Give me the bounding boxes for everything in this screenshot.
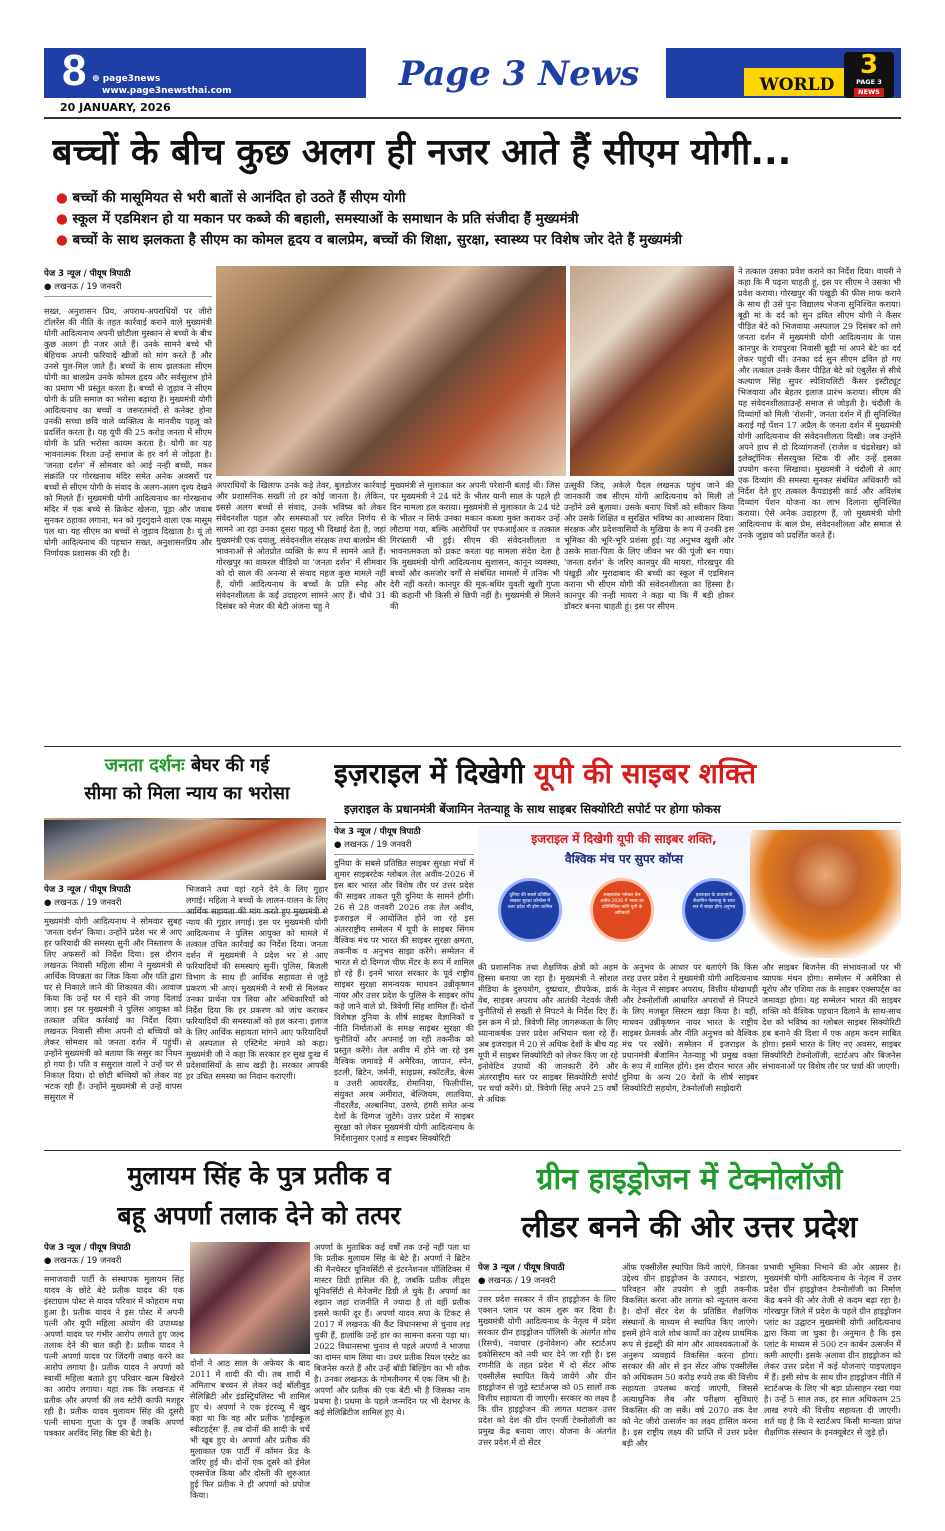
section-divider — [44, 1150, 901, 1151]
bullet-dot-icon: ● — [56, 190, 73, 206]
article3-col3: के अनुभव के आधार पर बताएंगे कि किस तरह उत्तर प्रदेश ने मुख्यमंत्री योगी आदित्यनाथ के नेतृत्व में साइबर अपराध, वित्तीय धोखाधड़ी और टेक्नोलॉजी आधारित अपराधों से निपटने के लिए मजबूत सिस्टम खड़ा किया है। वहीं, माधवन उन्नीकृष्णन नायर भारत के राष्ट्रीय साइबर फ्रेमवर्क और नीति अनुभव को वैश्विक मंच पर रखेंगे। सम्मेलन में इजराइल के प्रधानमंत्री बेंजामिन नेतन्याहू भी प्रमुख वक्ता के रूप में शामिल होंगे। इस दौरान भारत और दुनिया के अन्य 20 देशों के शीर्ष साइबर सिक्योरिटी सहयोग, टेक्नोलॉजी साझेदारी — [622, 962, 758, 1093]
article3-byline-block — [334, 826, 474, 856]
byline: पेज 3 न्यूज / पीयूष त्रिपाठी — [478, 1263, 565, 1273]
article2-main-photo — [44, 820, 326, 880]
article2-headline — [44, 752, 330, 812]
masthead — [44, 48, 901, 98]
section-divider — [44, 746, 901, 747]
article4-headline — [44, 1156, 474, 1240]
article1-col5: ने तत्काल उसका प्रवेश कराने का निर्देश दिया। वायरी ने कहा कि मैं पढ़ना चाहती हूं, इस पर सीएम ने उसका भी प्रवेश कराया। गोरखपुर की पंखुड़ी की फीस माफ कराने के साथ ही उसे पुनः विद्यालय भेजना सुनिश्चित कराया। बूढ़ी मां के दर्द को सुन द्रवित सीएम योगी ने कैंसर पीड़ित बेटे को भिजवाया अस्पताल 29 दिसंबर को लगे जनता दर्शन में मुख्यमंत्री योगी आदित्यनाथ के पास कानपुर के रायपुरवा निवासी बूढ़ी मां अपने बेटे का दर्द लेकर पहुंची थीं। उनका दर्द सुन सीएम द्रवित हो गए और तत्काल उनके कैंसर पीड़ित बेटे को एंबुलेंस से सीधे कल्याण सिंह सुपर स्पेशियलिटी कैंसर इंस्टीट्यूट भिजवाया और बेहतर इलाज प्रारंभ कराया। सीएम की यह संवेदनशीलताउन्हें समाज से जोड़ती है। चंदौली के दिव्यांगों को मिली 'रोशनी', जनता दर्शन में ही सुनिश्चित कराई गई पेंशन 17 अप्रैल के जनता दर्शन में मुख्यमंत्री योगी आदित्यनाथ की संवेदनशीलता दिखी। जब उन्होंने अपने हाथ से दो दिव्यांगजनों (राजेश व चंद्रशेखर) को इलेक्ट्रॉनिक सेंसरयुक्त स्टिक दी और उन्हें इसका उपयोग करना सिखाया। मुख्यमंत्री ने चंदौली से आए एक दिव्यांग की समस्या सुनकर संबंधित अधिकारी को निर्देश देते हुए तत्काल कैंपडाइसी कार्ड और अविलंब दिव्यांग पेंशन योजना का लाभ दिलाना सुनिश्चित कराया। ऐसे अनेक उदाहरण हैं, जो मुख्यमंत्री योगी आदित्यनाथ के बाल प्रेम, संवेदनशीलता और समाज से उनके जुड़ाव को प्रदर्शित करते हैं। — [738, 266, 901, 540]
bullet-item — [56, 188, 901, 209]
headline-part2: यूपी की साइबर शक्ति — [534, 757, 757, 790]
byline: पेज 3 न्यूज / पीयूष त्रिपाठी — [44, 1243, 131, 1253]
article3-col4: और साइबर बिजनेस की संभावनाओं पर भी व्यापक मंथन होगा। सम्मेलन में अमेरिका से यूरोप और एशिया तक के साइबर एक्सपर्ट्स का जमावड़ा होगा। यह सम्मेलन भारत की साइबर शक्ति को वैश्विक पहचान दिलाने के साथ-साथ देश को भविष्य का ग्लोबल साइबर सिक्योरिटी हब बनाने की दिशा में एक अहम कदम साबित होगा। इसमें भारत के लिए नए अवसर, साइबर सिक्योरिटी टेक्नोलॉजी, स्टार्टअप और बिजनेस संभावनाओं पर विशेष तौर पर चर्चा की जाएगी। — [762, 962, 901, 1071]
article4-byline-block — [44, 1242, 184, 1272]
badge-number: 3 — [859, 52, 879, 78]
article5-byline-block — [478, 1262, 616, 1292]
byline: पेज 3 न्यूज / पीयूष त्रिपाठी — [44, 269, 131, 279]
article1-photo-1 — [216, 266, 566, 476]
infographic-item-text: साइबरटेक ग्लोबल तेल अवीव 2026 में भारत का प्रतिनिधित्व करेंगे यूपी के अधिकारी — [600, 893, 644, 916]
infographic-item — [590, 878, 654, 942]
headline-rest: बेघर की गई — [190, 755, 270, 776]
article1-col1: सख्त, अनुशासन प्रिय, अपराध-अपराधियों पर जीरो टॉलरेंस की नीति के तहत कार्रवाई कराने वाले मुख्यमंत्री योगी आदित्यनाथ अपनी छोटीला मुस्कान से बच्चों के बीच कुछ अलग ही नजर आते हैं। उनके सामने बच्चे भी बेहिचक अपनी फरियादें खीजों को मांग करते हैं और उनसे घुल-मिल जाते हैं। बच्चों के साथ झलकता सीएम योगी का बालप्रेम उनके कोमल हृदय और सर्वसुलभ होने का प्रमाण भी प्रस्तुत करता है। बच्चों से जुड़ाव ने सीएम योगी के प्रति समाज का भरोसा बढ़ाया है। मुख्यमंत्री योगी आदित्यनाथ का बच्चों व जरूरतमंदों से कनेक्ट होना उनकी सच्चा छवि वाले व्यक्तित्व के मानवीय पहलू को प्रदर्शित करता है। यह यूपी की 25 करोड़ जनता में सीएम योगी के प्रति भरोसा कायम करता है। योगी का यह भावनात्मक रिश्ता उन्हें समाज के हर वर्ग से जोड़ता है। 'जनता दर्शन' में सोमवार को आई नन्ही बच्ची, मकर संक्रांति पर गोरखनाथ मंदिर समेत अनेक अवसरों पर बच्चों से सीएम योगी के संवाद के अलग-अलग दृश्य देखने को मिलते हैं। मुख्यमंत्री योगी आदित्यनाथ का गोरखनाथ मंदिर में एक बच्चे से क्रिकेट खेलना, पूड़ा और जवाब सुनकर ठहाका लगाना, मन को गुदगुदाने वाला एक मासूम पल था। यह सीएम का बच्चों से जुड़ाव दिखाता है। यूं तो योगी आदित्यनाथ की पहचान सख्त, अनुशासनप्रिय और निर्णायक प्रशासक की रही है। — [44, 306, 212, 558]
article1-col4: उत्सुकी जिद, अकेले पैदल लखनऊ पहुंच जाने की जानकारी जब सीएम योगी आदित्यनाथ को मिली तो उन्होंने उसे बुलाया। उसके बनाए चित्रों को स्वीकार किया और उसके शिक्षित व सुरक्षित भविष्य का आश्वासन दिया। संरक्षक और प्रदेशवासियों के मुखिया के रूप में उनकी इस भूमिका की भूरि-भूरि प्रशंसा हुई। यह अनुभव खुशी और उसके माता-पिता के लिए जीवन भर की पूंजी बन गया। 'जनता दर्शन' के जरिए कानपुर की मायरा, गोरखपुर की पंखुड़ी और मुरादाबाद की बच्ची का स्कूल में एडमिशन कराना भी सीएम योगी की संवेदनशीलता का हिस्सा है। कानपुर की नन्ही मायरा ने कहा था कि मैं बड़ी होकर डॉक्टर बनना चाहती हूं। इस पर सीएम — [564, 480, 734, 611]
dateline: ● लखनऊ / 19 जनवरी — [334, 839, 474, 855]
article1-photo-2 — [570, 266, 734, 476]
headline-prefix: जनता दर्शनः — [104, 755, 185, 776]
cm-portrait-photo — [750, 830, 901, 958]
article4-col1: समाजवादी पार्टी के संस्थापक मुलायम सिंह यादव के छोटे बेटे प्रतीक यादव की एक इंस्टाग्राम पोस्ट से यादव परिवार में कोहराम मचा हुआ है। प्रतीक यादव ने इस पोस्ट में अपनी पत्नी और यूपी महिला आयोग की उपाध्यक्ष अपर्णा यादव पर गंभीर आरोप लगाते हुए जल्द तलाक देने की बात कही है। प्रतीक यादव ने पत्नी अपर्णा यादव पर जिंदगी तबाह करने का आरोप लगाया है। प्रतीक यादव ने अपर्णा को स्वार्थी महिला बताते हुए परिवार खत्म बिखेरने का आरोप लगाया। यहां तक कि लखनऊ में प्रतीक और अपर्णा की लव स्टोरी काफी मशहूर रही है। प्रतीक यादव मुलायम सिंह की दूसरी पत्नी साधना गुप्ता के पुत्र हैं जबकि अपर्णा पत्रकार अरविंद सिंह बिष्ट की बेटी है। — [44, 1274, 184, 1438]
infographic-item — [682, 878, 746, 942]
facebook-icon: ⊕ — [92, 74, 103, 84]
bullet-dot-icon: ● — [56, 211, 73, 227]
brand-badge — [844, 52, 894, 98]
article4-headline-line2: बहू अपर्णा तलाक देने को तत्पर — [117, 1201, 401, 1230]
article5-col1: उत्तर प्रदेश सरकार ने ग्रीन हाइड्रोजन के लिए एक्शन प्लान पर काम शुरू कर दिया है। मुख्यमंत्री योगी आदित्यनाथ के नेतृत्व में प्रदेश सरकार ग्रीन हाइड्रोजन पॉलिसी के अंतर्गत शोध (रिसर्च), नवाचार (इनोवेशन) और स्टार्टअप इकोसिस्टम को नयी धार देने जा रही है। इस रणनीति के तहत प्रदेश में दो सेंटर ऑफ एक्सीलेंस स्थापित किये जायेंगे और ग्रीन हाइड्रोजन से जुड़े स्टार्टअप्स को 05 सालों तक वित्तीय सहायता दी जाएगी। सरकार का लक्ष्य है कि ग्रीन हाइड्रोजन की लागत घटाकर उत्तर प्रदेश को देश की ग्रीन एनर्जी टेक्नोलॉजी का प्रमुख केंद्र बनाया जाए। योजना के अंतर्गत उत्तर प्रदेश में दो सेंटर — [478, 1294, 616, 1447]
bullet-dot-icon: ● — [56, 232, 73, 248]
page-number: 8 — [62, 48, 87, 95]
masthead-logo: Page 3 News — [398, 54, 640, 94]
bullet-text: बच्चों की मासूमियत से भरी बातों से आनंदित हो उठते हैं सीएम योगी — [72, 190, 406, 206]
infographic-item — [498, 878, 562, 942]
article5-col3: प्रभावी भूमिका निभाने की ओर अग्रसर है। मुख्यमंत्री योगी आदित्यनाथ के नेतृत्व में उत्तर प्रदेश ग्रीन हाइड्रोजन टेक्नोलॉजी का निर्माण केंद्र बनने की ओर तेजी से कदम बढ़ा रहा है। गोरखपुर जिले में प्रदेश के पहले ग्रीन हाइड्रोजन प्लांट का उद्घाटन मुख्यमंत्री योगी आदित्यनाथ द्वारा किया जा चुका है। अनुमान है कि इस प्लांट के माध्यम से 500 टन कार्बन उत्सर्जन में कमी आएगी। इसके अलावा ग्रीन हाइड्रोजन को लेकर उत्तर प्रदेश में कई योजनाएं पाइपलाइन में हैं। इसी सोच के साथ ग्रीन हाइड्रोजन नीति में स्टार्टअप्स के लिए भी बड़ा प्रोत्साहन रखा गया है। उन्हें 5 साल तक, हर साल अधिकतम 25 लाख रुपये की वित्तीय सहायता दी जाएगी। शर्त यह है कि ये स्टार्टअप किसी मान्यता प्राप्त शैक्षणिक संस्थान के इनक्यूबेटर से जुड़े हों। — [764, 1262, 901, 1437]
badge-top: PAGE 3 — [856, 78, 882, 86]
article3-rule — [334, 822, 901, 823]
article5-headline-line2: लीडर बनने की ओर उत्तर प्रदेश — [521, 1210, 858, 1245]
article4-col2: दोनों ने आठ साल के अफेयर के बाद 2011 में शादी की थी। तब शादी में अमिताभ बच्चन से लेकर कई बॉलीवुड सेलिब्रिटी और इंडस्ट्रियलिस्ट भी शामिल हुए थे। अपर्णा ने एक इंटरव्यू में खुद कहा था कि वह और प्रतीक 'हाईस्कूल स्वीटहर्ट्स' हैं. तब दोनों की शादी के चर्चे भी खूब हुए थे। अपर्णा और प्रतीक की मुलाकात एक पार्टी में कॉमन फ्रेंड के जरिए हुई थी। दोनों एक दूसरे को ईमेल एक्सचेंज किया और दोस्ती की शुरुआत हुई फिर प्रतीक ने ही अपर्णा को प्रपोज किया। — [190, 1358, 310, 1500]
article2-col1: मुख्यमंत्री योगी आदित्यनाथ ने सोमवार सुबह 'जनता दर्शन' किया। उन्होंने प्रदेश भर से आए हर फरियादी की समस्या सुनी और निस्तारण के लिए अफसरों को निर्देश दिया। इस दौरान लखनऊ निवासी महिला सीमा ने मुख्यमंत्री से आर्थिक विपन्नता का जिक्र किया और पति द्वारा घर से निकाले जाने की शिकायत की। आवाज किया कि उन्हें घर में रहने की जगह दिलाई जाए। इस पर मुख्यमंत्री ने पुलिस आयुक्त को तत्काल उचित कार्रवाई का निर्देश दिया। लखनऊ निवासी सीमा अपनी दो बच्चियों को लेकर सोमवार को जनता दर्शन में पहुंचीं। उन्होंने मुख्यमंत्री को बताया कि ससुर का निधन हो गया है। पति व ससुराल वालों ने उन्हें घर से निकाल दिया। दो छोटी बच्चियों को लेकर वह भटक रही हैं। उन्होंने मुख्यमंत्री से उन्हें वापस ससुराल में — [44, 916, 182, 1102]
site-url[interactable]: www.page3newsthai.com — [102, 86, 232, 96]
article5-headline-line1: ग्रीन हाइड्रोजन में टेक्नोलॉजी — [536, 1162, 843, 1197]
article1-headline: बच्चों के बीच कुछ अलग ही नजर आते हैं सीएम योगी... — [52, 132, 792, 173]
bullet-item — [56, 230, 901, 251]
article5-headline — [478, 1156, 901, 1256]
article3-col1: दुनिया के सबसे प्रतिष्ठित साइबर सुरक्षा मंचों में शुमार साइबरटेक ग्लोबल तेल अवीव-2026 में इस बार भारत और विशेष तौर पर उत्तर प्रदेश की साइबर ताकत पूरी दुनिया के सामने होगी। 26 से 28 जनवरी 2026 तक तेल अवीव, इजराइल में आयोजित होने जा रहे इस अंतरराष्ट्रीय सम्मेलन में यूपी के साइबर सिंगम वैश्विक मंच पर भारत की साइबर सुरक्षा क्षमता, तकनीक व अनुभव साझा करेंगे। सम्मेलन में भारत से दो दिग्गज चीफ मेंटर के रूप में शामिल हो रहे हैं। इनमें भारत सरकार के पूर्व राष्ट्रीय साइबर सुरक्षा समन्वयक माधवन उन्नीकृष्णन नायर और उत्तर प्रदेश के पुलिस के साइबर कॉप कहे जाने वाले प्रो. त्रिवेणी सिंह शामिल हैं। दोनों विशेषज्ञ दुनिया के शीर्ष साइबर वैज्ञानिकों व नीति निर्माताओं के समक्ष साइबर सुरक्षा की चुनौतियों और अपनाई जा रही तकनीक को प्रस्तुत करेंगे। तेल अवीव में होने जा रहे इस वैश्विक जमावड़े में अमेरिका, जापान, स्पेन, इटली, ब्रिटेन, जर्मनी, साइप्रस, स्कॉटलैंड, बेल्स व उत्तरी आयरलैंड, रोमानिया, फिलीपींस, संयुक्त अरब अमीरात, बेल्जियम, लातविया, नीदरलैंड, अल्बानिया, उरुग्वे, हंगरी समेत अन्य देशों के दिग्गज जुटेंगे। उत्तर प्रदेश में साइबर सुरक्षा को लेकर मुख्यमंत्री योगी आदित्यनाथ के निर्देशानुसार एआई व साइबर सिक्योरिटी — [334, 858, 474, 1143]
issue-date: 20 JANUARY, 2026 — [60, 101, 171, 114]
article4-col3: अपर्णा के मुताबिक कई वर्षों तक उन्हें नहीं पता था कि प्रतीक मुलायम सिंह के बेटे हैं। अपर्णा ने ब्रिटेन की मैनचेस्टर यूनिवर्सिटी से इंटरनेशनल पॉलिटिक्स में मास्टर डिग्री हासिल की है, जबकि प्रतीक लीड्स यूनिवर्सिटी से मैनेजमेंट डिग्री ले चुके हैं। अपर्णा का रुझान जहां राजनीति में ज्यादा है तो वहीं प्रतीक इससे काफी दूर हैं। अपर्णा यादव सपा के टिकट से 2017 में लखनऊ की कैंट विधानसभा से चुनाव लड़ चुकी हैं, हालांकि उन्हें हार का सामना करना पड़ा था। 2022 विधानसभा चुनाव से पहले अपर्णा ने भाजपा का दामन थाम लिया था। उधर प्रतीक रियल एस्टेट का बिजनेस करते हैं और उन्हें बॉडी बिल्डिंग का भी शौक है। उनका लखनऊ के गोमतीनगर में एक जिम भी है। अपर्णा और प्रतीक की एक बेटी भी है जिसका नाम प्रथमा है। प्रथमा के पहले जन्मदिन पर भी देशभर के कई सेलिब्रिटीज शामिल हुए थे। — [314, 1242, 470, 1417]
headline-part1: इज़राइल में दिखेगी — [334, 757, 525, 790]
article1-col2: अपराधियों के खिलाफ उनके कड़े तेवर, बुलडोजर कार्रवाई और प्रशासनिक सख्ती तो हर कोई जानता है। लेकिन, इससे अलग बच्चों से संवाद, उनके भविष्य को लेकर संवेदनशील पहल और समस्याओं पर त्वरित निर्णय से सामने आ रहा उनका दूसरा पहलू भी दिखाई देता है, जहां मुख्यमंत्री एक दयालु, संवेदनशील संरक्षक तथा बालप्रेम की भावनाओं से ओतप्रोत व्यक्ति के रूप में सामने आते हैं। गोरखपुर का वायरल वीडियो या 'जनता दर्शन' में सीमवार को दो साल की अनन्या से संवाद महज कुछ मामले नहीं हैं, योगी आदित्यनाथ के बच्चों के प्रति स्नेह और संवेदनशीलता के कई उदाहरण सामने आए हैं। चौथे 31 दिसंबर को मेजर की बेटी अंजना चहु ने — [216, 480, 386, 611]
site-handle: page3news — [102, 74, 161, 84]
dateline: ● लखनऊ / 19 जनवरी — [478, 1275, 616, 1291]
article4-photo — [190, 1242, 310, 1354]
article3-subhead: इज़राइल के प्रधानमंत्री बेंजामिन नेतन्याहू के साथ साइबर सिक्योरिटी सपोर्ट पर होगा फोकस — [344, 802, 721, 816]
social-handle — [92, 74, 202, 86]
bullet-item — [56, 209, 901, 230]
article2-headline-line1 — [44, 752, 330, 780]
article1-bullets — [56, 188, 901, 258]
bullet-text: बच्चों के साथ झलकता है सीएम का कोमल हृदय व बालप्रेम, बच्चों की शिक्षा, सुरक्षा, स्वास्थ्य पर विशेष जोर देते हैं मुख्यमंत्री — [72, 232, 683, 248]
article2-col2: भिजवाने तथा वहां रहने देने के लिए गुहार लगाई। महिला ने बच्चों के लालन-पालन के लिए आर्थिक सहायता की मांग करते हुए मुख्यमंत्री से न्याय की गुहार लगाई। इस पर मुख्यमंत्री योगी आदित्यनाथ ने पुलिस आयुक्त को मामले में तत्काल उचित कार्रवाई का निर्देश दिया। जनता दर्शन में मुख्यमंत्री ने प्रदेश भर से आए फरियादियों की समस्याएं सुनीं। पुलिस, बिजली विभाग के साथ ही आर्थिक सहायता से जुड़े प्रकरण भी आए। मुख्यमंत्री ने सभी से मिलकर उनका प्रार्थना पत्र लिया और अधिकारियों को निर्देश दिया कि हर प्रकरण को जांच कराकर फरियादियों की समस्याओं को हल करना। इलाज के लिए आर्थिक सहायता मांगने आए फरियादियों से अस्पताल से एस्टिमेट मंगाने को कहा। मुख्यमंत्री जी ने कहा कि सरकार हर सुख दुःख में प्रदेशवासियों के साथ खड़ी है। सरकार आपकी हर उचित समस्या का निदान कराएगी। — [186, 884, 328, 1081]
infographic-subtitle: वैश्विक मंच पर सुपर कॉप्स — [564, 852, 684, 866]
byline: पेज 3 न्यूज / पीयूष त्रिपाठी — [334, 827, 421, 837]
bullet-text: स्कूल में एडमिशन हो या मकान पर कब्जे की बहाली, समस्याओं के समाधान के प्रति संजीदा हैं मुख्यमंत्री — [72, 211, 579, 227]
article4-headline-line1: मुलायम सिंह के पुत्र प्रतीक व — [127, 1161, 391, 1190]
article1-byline-block — [44, 268, 212, 304]
article3-headline — [334, 752, 901, 796]
infographic-item-text: दुनिया की सबसे प्रतिष्ठित साइबर सुरक्षा कॉन्फ्रेंस में उत्तर प्रदेश भी होगा शामिल — [507, 893, 553, 910]
dateline: ● लखनऊ / 19 जनवरी — [44, 1255, 184, 1271]
article2-headline-line2: सीमा को मिला न्याय का भरोसा — [84, 783, 290, 804]
byline: पेज 3 न्यूज / पीयूष त्रिपाठी — [44, 885, 131, 895]
article3-col2: की प्रशासनिक तथा शैक्षणिक क्षेत्रों को अहम हिस्सा बनाया जा रहा है। मुख्यमंत्री ने सोशल मीडिया के दुरुपयोग, दुष्प्रचार, डीपफेक, डार्क वेब, साइबर अपराध और आतंकी नेटवर्क जैसी चुनौतियों से सख्ती से निपटने के निर्देश दिए हैं। इस क्रम में प्रो. त्रिवेणी सिंह जागरूकता के लिए ध्यानाकर्षक उत्तर प्रदेश अभियान चला रहे हैं। अब इजराइल में 20 से अधिक देशों के बीच यह यूपी में साइबर सिक्योरिटी को लेकर किए जा रहे इनोवेटिव उपायों की जानकारी देंगे और अंतरराष्ट्रीय स्तर पर साइबर सिक्योरिटी सपोर्ट पर चर्चा करेंगे। प्रो. त्रिवेणी सिंह अपने 25 वर्षों से अधिक — [478, 962, 618, 1104]
article5-col2: ऑफ एक्सीलेंस स्थापित किये जाएंगे, जिनका उद्देश्य ग्रीन हाइड्रोजन के उत्पादन, भंडारण, परिवहन और उपयोग से जुड़ी तकनीक विकसित करना और लागत को न्यूनतम करना है। दोनों सेंटर देश के प्रतिष्ठित शैक्षणिक संस्थानों के माध्यम से स्थापित किए जाएंगे। इसमें होने वाले शोध कार्यों का उद्देश्य प्राथमिक रूप से इंडस्ट्री की मांग और आवश्यकताओं के अनुरूप व्यवहार्य विकसित करना होगा। सरकार की ओर से इन सेंटर ऑफ एक्सीलेंस को अधिकतम 50 करोड़ रुपये तक की वित्तीय सहायता उपलब्ध कराई जाएगी, जिससे अत्याधुनिक लैब और परीक्षण सुविधाएं विकसित की जा सकें। वर्ष 2070 तक देश को नेट जीरो उत्सर्जन का लक्ष्य हासिल करना है। इस राष्ट्रीय लक्ष्य की प्राप्ति में उत्तर प्रदेश बड़ी और — [622, 1262, 758, 1448]
section-label: WORLD — [759, 75, 835, 95]
header-divider — [44, 117, 901, 119]
infographic-title: इजराइल में दिखेगी यूपी की साइबर शक्ति, — [531, 832, 717, 846]
dateline: ● लखनऊ / 19 जनवरी — [44, 897, 326, 913]
infographic-item-text: इजराइल के प्रधानमंत्री बेंजामिन नेतन्याहू के साथ सत्र में साझा होगा अनुभव — [692, 893, 736, 910]
dateline: ● लखनऊ / 19 जनवरी — [44, 281, 212, 297]
article1-col3: मुख्यमंत्री से मुलाकात कर अपनी परेशानी बताई थी। जिस पर मुख्यमंत्री ने 24 घंटे के भीतर यानी साल के पहले ही दिन मामला हल कराया। मुख्यमंत्री से मुलाकात के 24 घंटे के भीतर न सिर्फ उनका मकान कब्जा मुक्त कराकर उन्हें लौटाया गया, बल्कि आरोपियों पर एफआईआर व तत्काल गिरफ्तारी भी हुई। सीएम की संवेदनशीलता व भावनात्मकता को प्रकट करता यह मामला संदेश देता है कि मुख्यमंत्री योगी आदित्यनाथ सुशासन, कानून व्यवस्था, बच्चों और कमजोर वर्गों से संबंधित मामलों में तनिक भी देरी नहीं करते। कानपुर की मूक-बधिर युवती खुशी गुप्ता की कहानी भी किसी से छिपी नहीं है। मुख्यमंत्री से मिलने की — [390, 480, 560, 611]
badge-bottom: NEWS — [854, 88, 884, 97]
